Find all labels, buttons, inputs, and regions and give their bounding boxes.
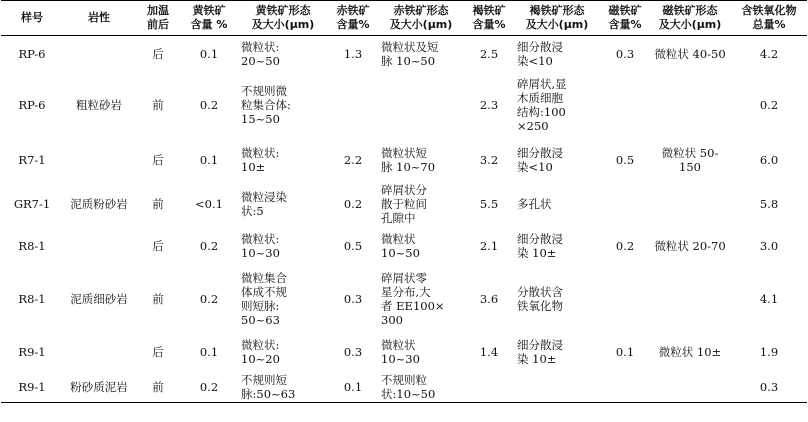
table-cell: 3.0 [759, 238, 779, 253]
table-cell: 0.1 [199, 46, 219, 61]
table-cell [329, 72, 377, 138]
table-cell: 0.5 [343, 238, 363, 253]
table-cell [63, 36, 135, 72]
table-cell: R9-1 [1, 372, 63, 403]
col-header: 磁铁矿 含量% [601, 1, 649, 36]
table-cell: 不规则粒 状:10~50 [377, 372, 465, 403]
col-header: 含铁氧化物 总量% [731, 1, 807, 36]
table-cell: 微粒状: 10~20 [241, 337, 280, 366]
col-header: 黄铁矿 含量 % [181, 1, 237, 36]
table-cell: 0.2 [199, 238, 219, 253]
table-cell: 微粒状及短 脉 10~50 [381, 39, 439, 68]
table-cell: 微粒集合 体成不规 则短脉: 50~63 [241, 270, 287, 327]
table-cell [63, 226, 135, 266]
table-cell: 1.9 [759, 344, 779, 359]
table-cell: 后 [152, 152, 164, 167]
col-header: 褐铁矿 含量% [465, 1, 513, 36]
table-cell: 2.3 [479, 97, 499, 112]
table-cell [513, 372, 601, 403]
table-cell: 2.2 [343, 152, 363, 167]
table-cell [649, 372, 731, 403]
table-cell: 微粒状: 10± [241, 145, 280, 174]
col-header: 加温 前后 [135, 1, 181, 36]
table-row [1, 266, 807, 332]
table-cell: 3.6 [479, 291, 499, 306]
table-cell: 5.8 [759, 196, 779, 211]
table-cell: RP-6 [18, 46, 46, 61]
table-cell: 1.4 [479, 344, 499, 359]
table-cell: R8-1 [18, 238, 46, 253]
table-cell: 微粒浸染 状:5 [241, 189, 287, 218]
col-header: 岩性 [63, 1, 135, 36]
minerals-table [1, 0, 807, 403]
table-cell [649, 182, 731, 226]
table-cell: 微粒状 40-50 [654, 46, 726, 61]
table-cell: 碎屑状,显 木质细胞 结构:100 ×250 [517, 76, 567, 133]
table-cell: 粉砂质泥岩 [63, 372, 135, 403]
table-row [1, 182, 807, 226]
table-row [1, 72, 807, 138]
col-header: 磁铁矿形态 及大小(μm) [649, 1, 731, 36]
table-cell: 0.2 [343, 196, 363, 211]
col-header: 赤铁矿 含量% [329, 1, 377, 36]
table-cell [649, 72, 731, 138]
table-cell: 0.2 [181, 372, 237, 403]
table-cell: 2.1 [479, 238, 499, 253]
table-cell: 碎屑状分 散于粒间 孔隙中 [381, 182, 427, 225]
table-cell: 微粒状 50-150 [661, 145, 719, 174]
table-cell: 3.2 [479, 152, 499, 167]
table-cell: 0.2 [759, 97, 779, 112]
table-row [1, 332, 807, 372]
table-cell: 0.2 [199, 97, 219, 112]
table-cell [377, 72, 465, 138]
table-cell: 微粒状: 10~30 [241, 231, 280, 260]
table-cell: 碎屑状零 星分布,大 者 EE100× 300 [381, 270, 445, 327]
table-cell: 泥质粉砂岩 [70, 196, 128, 211]
table-cell: 2.5 [479, 46, 499, 61]
table-cell: 后 [152, 46, 164, 61]
table-cell: 前 [152, 97, 164, 112]
table-cell: R8-1 [18, 291, 46, 306]
table-cell: R9-1 [18, 344, 46, 359]
table-cell: RP-6 [18, 97, 46, 112]
table-row [1, 138, 807, 182]
table-cell: 多孔状 [517, 196, 552, 211]
col-header: 赤铁矿形态 及大小(μm) [377, 1, 465, 36]
table-cell: 0.3 [731, 372, 807, 403]
table-cell: 细分散浸 染 10± [517, 337, 563, 366]
table-cell: 前 [152, 196, 164, 211]
table-cell: GR7-1 [13, 196, 51, 211]
table-cell: 4.2 [759, 46, 779, 61]
table-cell [601, 182, 649, 226]
table-cell: 4.1 [759, 291, 779, 306]
col-header: 黄铁矿形态 及大小(μm) [237, 1, 329, 36]
table-cell: 细分散浸 染 10± [517, 231, 563, 260]
table-cell: 1.3 [343, 46, 363, 61]
table-cell: 0.3 [343, 291, 363, 306]
table-row [1, 372, 807, 403]
table-cell: 分散状含 铁氧化物 [517, 284, 563, 313]
table-cell: 0.2 [199, 291, 219, 306]
table-cell: 后 [152, 238, 164, 253]
table-cell: 5.5 [479, 196, 499, 211]
table-cell: 0.2 [615, 238, 635, 253]
table-cell: 前 [152, 291, 164, 306]
table-cell: 微粒状 10~50 [381, 231, 420, 260]
table-cell: 6.0 [759, 152, 779, 167]
table-cell: 0.3 [343, 344, 363, 359]
col-header: 样号 [1, 1, 63, 36]
table-cell: 0.1 [329, 372, 377, 403]
table-cell [601, 72, 649, 138]
table-cell [649, 266, 731, 332]
table-cell [601, 266, 649, 332]
table-cell: 细分散浸 染<10 [517, 39, 563, 68]
table-cell: 细分散浸 染<10 [517, 145, 563, 174]
table-cell: 后 [152, 344, 164, 359]
table-cell [465, 372, 513, 403]
table-cell: 0.3 [615, 46, 635, 61]
table-cell [63, 138, 135, 182]
table-cell: 微粒状 10~30 [381, 337, 420, 366]
table-row [1, 36, 807, 72]
table-cell: R7-1 [18, 152, 46, 167]
table-cell: 微粒状: 20~50 [241, 39, 280, 68]
table-cell: 0.5 [615, 152, 635, 167]
table-cell: 0.1 [199, 152, 219, 167]
table-cell: 微粒状短 脉 10~70 [381, 145, 436, 174]
table-cell: 微粒状 10± [658, 344, 722, 359]
table-cell: 微粒状 20-70 [654, 238, 726, 253]
table-cell: 0.1 [615, 344, 635, 359]
table-cell: 不规则微 粒集合体: 15~50 [241, 83, 291, 126]
table-cell: 前 [135, 372, 181, 403]
col-header: 褐铁矿形态 及大小(μm) [513, 1, 601, 36]
table-cell: 泥质细砂岩 [70, 291, 128, 306]
table-cell: <0.1 [195, 196, 223, 211]
table-cell: 0.1 [199, 344, 219, 359]
table-cell: 不规则短 脉:50~63 [237, 372, 329, 403]
table-cell [63, 332, 135, 372]
table-cell [601, 372, 649, 403]
header-row [1, 1, 807, 36]
table-cell: 粗粒砂岩 [76, 97, 122, 112]
table-row [1, 226, 807, 266]
